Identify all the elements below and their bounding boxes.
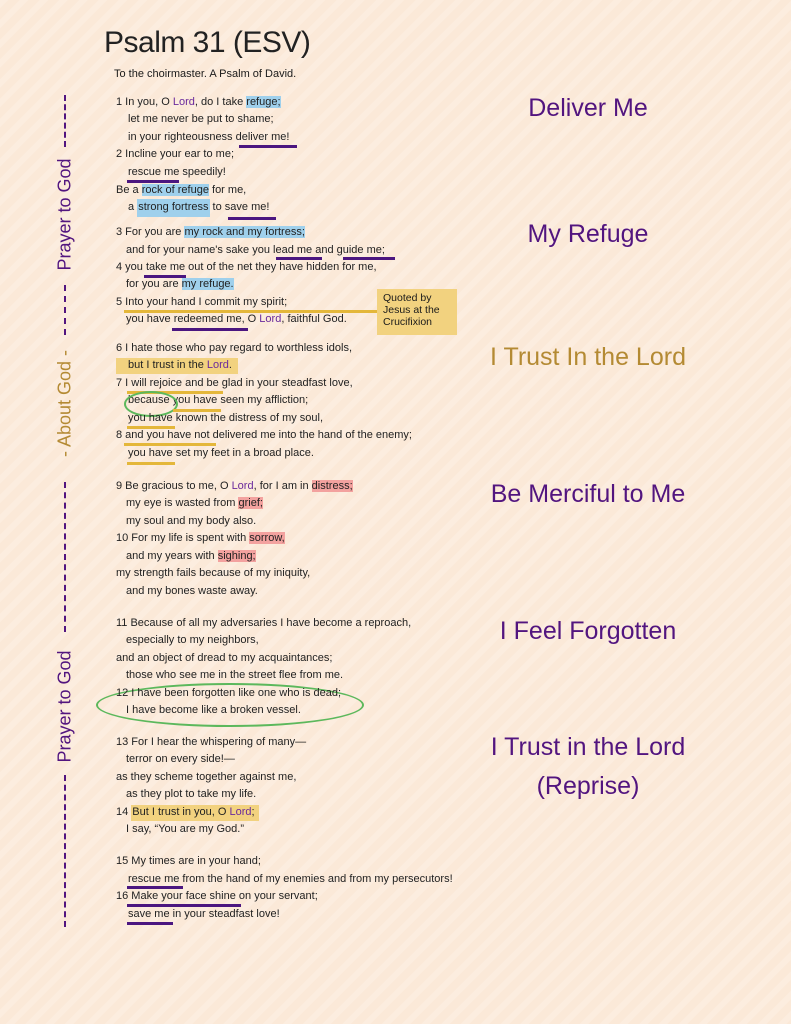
verse-1-line-1: 1 In you, O Lord, do I take refuge; (116, 96, 281, 108)
verse-1-line-2: let me never be put to shame; (128, 113, 274, 125)
verse-10-line-2: and my years with sighing; (126, 550, 256, 562)
underline-save-me-2 (127, 922, 173, 925)
lord-word: Lord (172, 96, 195, 108)
highlight-rock-of-refuge: rock of refuge (141, 184, 209, 196)
side-dash-bottom-b (64, 775, 66, 927)
highlight-distress: distress; (311, 480, 353, 492)
highlight-refuge: refuge; (246, 96, 281, 108)
highlight-strong-fortress: strong fortress (137, 199, 209, 217)
verse-9-line-3: my soul and my body also. (126, 515, 257, 527)
verse-5-line-2: you have redeemed me, O Lord, faithful God. (126, 313, 347, 325)
theme-deliver-me: Deliver Me (528, 94, 648, 122)
side-dash-bottom-a (64, 482, 66, 632)
verse-7-line-1: 7 I will rejoice and be glad in your steadfast love, (116, 377, 353, 389)
underline-deliver-me (239, 145, 297, 148)
verse-16-line-1: 16 Make your face shine on your servant; (116, 890, 318, 902)
verse-4-line-2: for you are my refuge. (126, 278, 234, 290)
verse-11-line-3: and an object of dread to my acquaintances; (116, 652, 333, 664)
theme-forgotten: I Feel Forgotten (499, 617, 677, 645)
side-label-prayer-top: Prayer to God (54, 158, 75, 271)
verse-7-line-3: you have known the distress of my soul, (128, 412, 324, 424)
highlight-grief: grief; (238, 497, 263, 509)
verse-5-line-1: 5 Into your hand I commit my spirit; (116, 296, 288, 308)
verse-10-line-4: and my bones waste away. (126, 585, 258, 597)
page-title: Psalm 31 (ESV) (104, 26, 311, 59)
highlight-my-rock-and-fortress: my rock and my fortress; (184, 226, 305, 238)
verse-16-line-2: save me in your steadfast love! (128, 908, 280, 920)
verse-3-line-1: 3 For you are my rock and my fortress; (116, 226, 305, 238)
superscription: To the choirmaster. A Psalm of David. (114, 68, 297, 80)
verse-8-line-2: you have set my feet in a broad place. (128, 447, 314, 459)
verse-4-line-1: 4 you take me out of the net they have hidden for me, (116, 261, 377, 273)
theme-reprise-line1: I Trust in the Lord (490, 733, 686, 761)
theme-reprise-line2: (Reprise) (536, 772, 640, 800)
note-crucifixion: Quoted by Jesus at the Crucifixion (377, 289, 457, 335)
highlight-trust-in-you: But I trust in you, O Lord; (131, 805, 258, 821)
verse-2-line-3: Be a rock of refuge for me, (116, 184, 247, 196)
verse-11-line-2: especially to my neighbors, (126, 634, 259, 646)
verse-12-line-2: I have become like a broken vessel. (126, 704, 301, 716)
verse-13-line-2: terror on every side!— (126, 753, 235, 765)
verse-13-line-1: 13 For I hear the whispering of many— (116, 736, 307, 748)
underline-redeemed-me (172, 328, 248, 331)
verse-10-line-1: 10 For my life is spent with sorrow, (116, 532, 285, 544)
verse-3-line-2: and for your name's sake you lead me and guide me; (126, 244, 385, 256)
verse-12-line-1: 12 I have been forgotten like one who is dead; (116, 687, 342, 699)
verse-14-line-1: 14 But I trust in you, O Lord; (116, 805, 259, 820)
side-dash-top-b (64, 285, 66, 335)
theme-trust: I Trust In the Lord (490, 343, 686, 371)
highlight-my-refuge: my refuge. (181, 278, 234, 290)
side-label-about-god: - About God - (54, 349, 75, 458)
verse-8-line-1: 8 and you have not delivered me into the hand of the enemy; (116, 429, 412, 441)
underline-save-me (228, 217, 276, 220)
verse-2-line-1: 2 Incline your ear to me; (116, 148, 235, 160)
highlight-sighing: sighing; (217, 550, 256, 562)
verse-2-line-4: a strong fortress to save me! (128, 200, 269, 215)
verse-15-line-1: 15 My times are in your hand; (116, 855, 261, 867)
verse-11-line-4: those who see me in the street flee from me. (126, 669, 344, 681)
verse-11-line-1: 11 Because of all my adversaries I have become a reproach, (116, 617, 412, 629)
verse-6-line-1: 6 I hate those who pay regard to worthless idols, (116, 342, 353, 354)
verse-7-line-2: because you have seen my affliction; (128, 394, 309, 406)
theme-my-refuge: My Refuge (527, 220, 649, 248)
verse-1-line-3: in your righteousness deliver me! (128, 131, 290, 143)
verse-13-line-3: as they scheme together against me, (116, 771, 297, 783)
verse-6-line-2 (116, 358, 238, 373)
verse-9-line-1: 9 Be gracious to me, O Lord, for I am in distress; (116, 480, 353, 492)
side-dash-top-a (64, 95, 66, 147)
highlight-sorrow: sorrow, (249, 532, 285, 544)
underline-v8-2 (127, 462, 175, 465)
theme-merciful: Be Merciful to Me (490, 480, 686, 508)
verse-10-line-3: my strength fails because of my iniquity, (116, 567, 311, 579)
verse-2-line-2: rescue me speedily! (128, 166, 226, 178)
verse-14-line-2: I say, “You are my God.” (126, 823, 244, 835)
verse-9-line-2: my eye is wasted from grief; (126, 497, 263, 509)
side-label-prayer-bottom: Prayer to God (54, 650, 75, 763)
verse-13-line-4: as they plot to take my life. (126, 788, 257, 800)
verse-15-line-2: rescue me from the hand of my enemies and from my persecutors! (128, 873, 453, 885)
highlight-trust-in-lord: but I trust in the Lord. (116, 358, 238, 374)
